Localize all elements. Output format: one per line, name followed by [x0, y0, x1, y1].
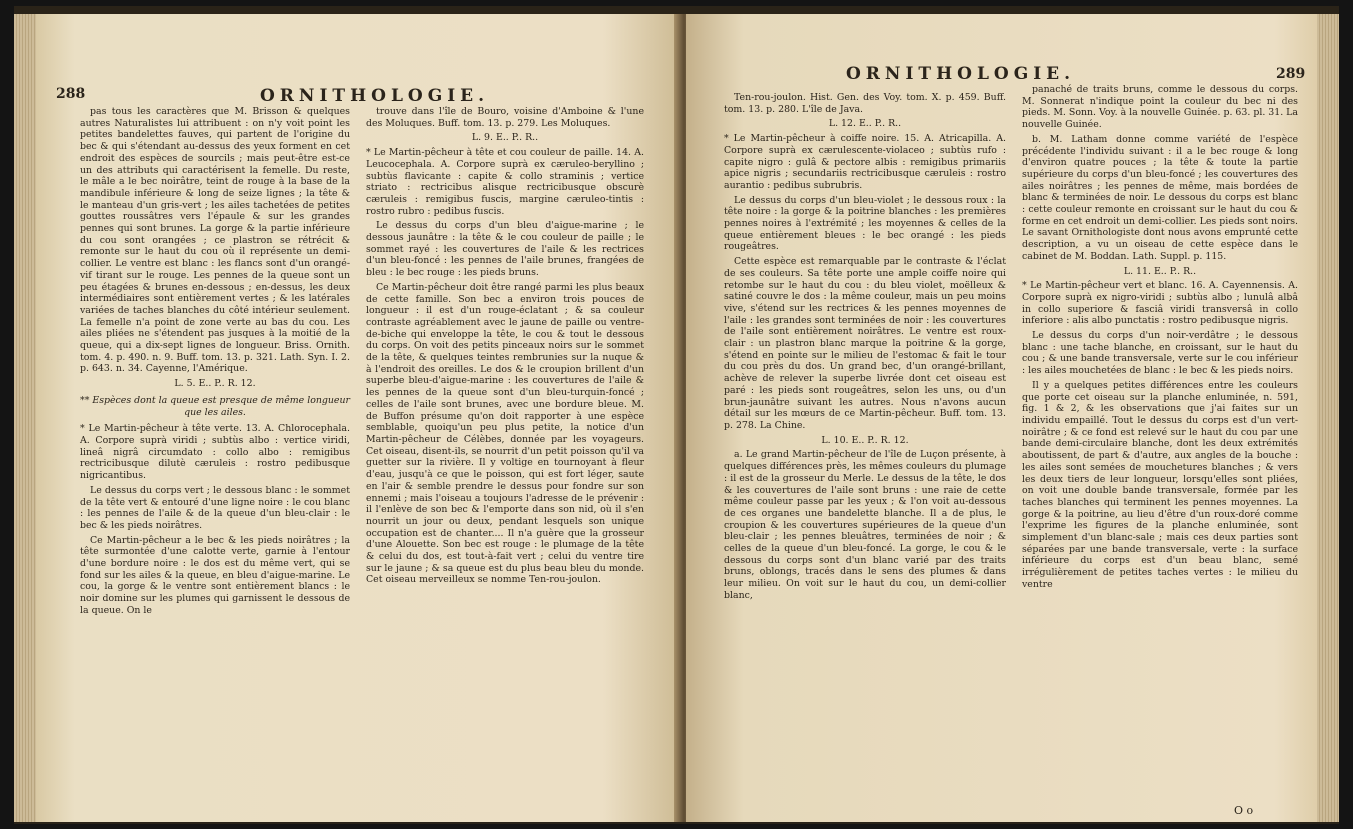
- reference-line: L. 10. E.. P.. R. 12.: [821, 434, 909, 446]
- left-column-1: [80, 106, 350, 620]
- running-head: ORNITHOLOGIE.: [260, 86, 490, 106]
- species-entry: * Le Martin-pêcheur à tête verte. 13. A. Chlorocephala. A. Corpore suprà viridi ; subtùs albo : vertice viridi, lineâ nigrâ circumdato : collo albo : remigibus rectricibusque dilutè cæruleis : rostro pedibusque nigricantibus.: [80, 423, 350, 482]
- paragraph: panaché de traits bruns, comme le dessous du corps. M. Sonnerat n'indique point la couleur du bec ni des pieds. M. Sonn. Voy. à la nouvelle Guinée. p. 63. pl. 31. La nouvelle Guinée.: [1022, 84, 1298, 131]
- paragraph: Ce Martin-pêcheur doit être rangé parmi les plus beaux de cette famille. Son bec a environ trois pouces de longueur : il est d'un rouge-éclatant ; & sa couleur contraste agréablement avec le jaune de paille ou ventre-de-biche qui enveloppe la tête, le cou & tout le dessous du corps. On voit des petits pinceaux noirs sur le sommet de la tête, & quelques teintes rembrunies sur la nuque & à l'endroit des oreilles. Le dos & le croupion brillent d'un superbe bleu-d'aigue-marine : les couvertures de l'aile & les pennes de la queue sont d'un bleu-turquin-foncé ; celles de l'aile sont brunes, avec une bordure bleue. M. de Buffon présume qu'on doit rapporter à une espèce semblable, quoiqu'un peu plus petite, la notice d'un Martin-pêcheur de Célèbes, donnée par les voyageurs. Cet oiseau, disent-ils, se nourrit d'un petit poisson qu'il va guetter sur la rivière. Il y voltige en tournoyant à fleur d'eau, jusqu'à ce que le poisson, qui est fort léger, saute en l'air & semble prendre le dessus pour fondre sur son ennemi ; mais l'oiseau a toujours l'adresse de le prévenir : il l'enlève de son bec & l'emporte dans son nid, où il s'en nourrit un jour ou deux, pendant lesquels son unique occupation est de chanter.... Il n'a guère que la grosseur d'une Alouette. Son bec est rouge : le plumage de la tête & celui du dos, est tout-à-fait vert ; celui du ventre tire sur le jaune ; & sa queue est du plus beau bleu du monde. Cet oiseau merveilleux se nomme Ten-rou-joulon.: [366, 281, 644, 586]
- species-entry: * Le Martin-pêcheur à coiffe noire. 15. A. Atricapilla. A. Corpore suprà ex cærulescente-violaceo ; subtùs rufo : capite nigro : gulâ & pectore albis : remigibus primariis apice nigris ; secundariis rectricibusque cæruleis : rostro aurantio : pedibus subrubris.: [724, 133, 1006, 191]
- right-page: [686, 14, 1326, 822]
- open-book: [14, 6, 1339, 824]
- paragraph: Cette espèce est remarquable par le contraste & l'éclat de ses couleurs. Sa tête porte une ample coiffe noire qui retombe sur le haut du cou : du bleu violet, moëlleux & satiné couvre le dos : la même couleur, mais un peu moins vive, s'étend sur les rectrices & les pennes moyennes de l'aile : les grandes sont terminées de noir : les couvertures de l'aile sont entièrement noirâtres. Le ventre est roux-clair : un plastron blanc marque la poitrine & la gorge, s'étend en pointe sur le milieu de l'estomac & fait le tour du cou près du dos. Un grand bec, d'un orangé-brillant, achève de relever la superbe livrée dont cet oiseau est paré : les pieds sont rougeâtres, selon les uns, ou d'un brun-jaunâtre suivant les autres. Nous n'avons aucun détail sur les mœurs de ce Martin-pêcheur. Buff. tom. 13. p. 278. La Chine.: [724, 256, 1006, 431]
- right-column-1: [724, 92, 1006, 605]
- section-subheading: ** Espèces dont la queue est presque de même longueur que les ailes.: [80, 394, 350, 418]
- paragraph: Le dessus du corps d'un bleu-violet ; le dessous roux : la tête noire : la gorge & la poitrine blanches : les premières pennes noires à l'extrémité ; les moyennes & celles de la queue entièrement bleues : le bec orangé : les pieds rougeâtres.: [724, 194, 1006, 253]
- left-page: [36, 14, 680, 822]
- paragraph: Le dessus du corps d'un noir-verdâtre ; le dessous blanc : une tache blanche, en croissant, sur le haut du cou ; & une bande transversale, verte sur le cou inférieur : les ailes mouchetées de blanc : le bec & les pieds noirs.: [1022, 330, 1298, 377]
- paragraph: Ce Martin-pêcheur a le bec & les pieds noirâtres ; la tête surmontée d'une calotte verte, garnie à l'entour d'une bordure noire : le dos est du même vert, qui se fond sur les ailes & la queue, en bleu d'aigue-marine. Le cou, la gorge & le ventre sont entièrement blancs : le noir domine sur les plumes qui garnissent le dessous de la queue. On le: [80, 534, 350, 616]
- page-number: 289: [1276, 66, 1306, 82]
- page-edges-left: [14, 14, 36, 822]
- paragraph: pas tous les caractères que M. Brisson & quelques autres Naturalistes lui attribuent : on n'y voit point les petites bandelettes fauves, qui partent de l'origine du bec & qui s'étendant au-dessus des yeux forment en cet endroit des espèces de sourcils ; mais peut-être est-ce un des attributs qui caractérisent la femelle. Du reste, le mâle a le bec noirâtre, teint de rouge à la base de la mandibule inférieure & long de seize lignes ; la tête & le manteau d'un gris-vert ; les ailes tachetées de petites gouttes roussâtres vers l'épaule & sur les grandes pennes qui sont brunes. La gorge & la partie inférieure du cou sont orangées ; ce plastron se rétrécit & remonte sur le haut du cou où il représente un demi-collier. Le ventre est blanc : les flancs sont d'un orangé-vif tirant sur le rouge. Les pennes de la queue sont un peu étagées & brunes en-dessous ; en-dessus, les deux intermédiaires sont entièrement vertes ; & les latérales variées de taches blanches du côté intérieur seulement. La femelle n'a point de zone verte au bas du cou. Les ailes pliées ne s'étendent pas jusques à la moitié de la queue, qui a dix-sept lignes de longueur. Briss. Ornith. tom. 4. p. 490. n. 9. Buff. tom. 13. p. 321. Lath. Syn. I. 2. p. 643. n. 34. Cayenne, l'Amérique.: [80, 106, 350, 375]
- reference-line: L. 5. E.. P.. R. 12.: [174, 378, 256, 390]
- left-column-2: [366, 106, 644, 589]
- page-edges-right: [1317, 14, 1339, 822]
- reference-line: L. 9. E.. P.. R..: [471, 132, 539, 144]
- running-head: ORNITHOLOGIE.: [846, 64, 1076, 84]
- paragraph: a. Le grand Martin-pêcheur de l'île de Luçon présente, à quelques différences près, les mêmes couleurs du plumage : il est de la grosseur du Merle. Le dessus de la tête, le dos & les couvertures de l'aile sont bruns : une raie de cette même couleur passe par les yeux ; & l'on voit au-dessous de ces organes une bandelette blanche. Il a de plus, le croupion & les couvertures supérieures de la queue d'un bleu-clair ; les pennes bleuâtres, terminées de noir ; & celles de la queue d'un bleu-foncé. La gorge, le cou & le dessous du corps sont d'un blanc varié par des traits bruns, oblongs, tracés dans le sens des plumes & dans leur milieu. On voit sur le haut du cou, un demi-collier blanc,: [724, 449, 1006, 601]
- paragraph: Ten-rou-joulon. Hist. Gen. des Voy. tom. X. p. 459. Buff. tom. 13. p. 280. L'île de Java.: [724, 92, 1006, 115]
- signature-mark: O o: [1234, 804, 1254, 817]
- reference-line: L. 12. E.. P.. R..: [828, 118, 902, 130]
- right-column-2: [1022, 84, 1298, 594]
- paragraph: b. M. Latham donne comme variété de l'espèce précédente l'individu suivant : il a le bec rouge & long d'environ quatre pouces ; la tête & toute la partie supérieure du corps d'un bleu-foncé ; les couvertures des ailes noirâtres ; les pennes de même, mais bordées de blanc & terminées de noir. Le dessous du corps est blanc : cette couleur remonte en croissant sur le haut du cou & forme en cet endroit un demi-collier. Les pieds sont noirs. Le savant Ornithologiste dont nous avons emprunté cette description, a vu un oiseau de cette espèce dans le cabinet de M. Boddan. Lath. Suppl. p. 115.: [1022, 133, 1298, 262]
- paragraph: Le dessus du corps vert ; le dessous blanc : le sommet de la tête vert & entouré d'une ligne noire : le cou blanc : les pennes de l'aile & de la queue d'un bleu-clair : le bec & les pieds noirâtres.: [80, 484, 350, 531]
- species-entry: * Le Martin-pêcheur vert et blanc. 16. A. Cayennensis. A. Corpore suprà ex nigro-viridi ; subtùs albo ; lunulâ albâ in collo superiore & fasciâ viridi transversâ in collo inferiore : alis albo punctatis : rostro pedibusque nigris.: [1022, 280, 1298, 327]
- reference-line: L. 11. E.. P.. R..: [1123, 265, 1197, 277]
- page-number: 288: [56, 86, 86, 102]
- paragraph: Il y a quelques petites différences entre les couleurs que porte cet oiseau sur la planche enluminée, n. 591, fig. 1 & 2, & les observations que j'ai faites sur un individu empaillé. Tout le dessus du corps est d'un vert-noirâtre ; & ce fond est relevé sur le haut du cou par une bande demi-circulaire blanche, dont les deux extrémités aboutissent, de part & d'autre, aux angles de la bouche : les ailes sont semées de mouchetures blanches ; & vers les deux tiers de leur longueur, lorsqu'elles sont pliées, on voit une double bande transversale, formée par les taches blanches qui terminent les pennes moyennes. La gorge & la poitrine, au lieu d'être d'un roux-doré comme l'exprime les figures de la planche enluminée, sont simplement d'un blanc-sale ; mais ces deux parties sont séparées par une bande transversale, verte : la surface inférieure du corps est d'un beau blanc, semé irrégulièrement de petites taches vertes : le milieu du ventre: [1022, 379, 1298, 590]
- paragraph: trouve dans l'île de Bouro, voisine d'Amboine & l'une des Moluques. Buff. tom. 13. p. 279. Les Moluques.: [366, 106, 644, 129]
- paragraph: Le dessus du corps d'un bleu d'aigue-marine ; le dessous jaunâtre : la tête & le cou couleur de paille ; le sommet rayé : les couvertures de l'aile & les rectrices d'un bleu-foncé : les pennes de l'aile brunes, frangées de bleu : le bec rouge : les pieds bruns.: [366, 220, 644, 279]
- species-entry: * Le Martin-pêcheur à tête et cou couleur de paille. 14. A. Leucocephala. A. Corpore suprà ex cæruleo-beryllino ; subtùs flavicante : capite & collo straminis ; vertice striato : rectricibus alisque rectricibusque obscurè cæruleis : remigibus fuscis, margine cæruleo-tintis : rostro rubro : pedibus fuscis.: [366, 147, 644, 217]
